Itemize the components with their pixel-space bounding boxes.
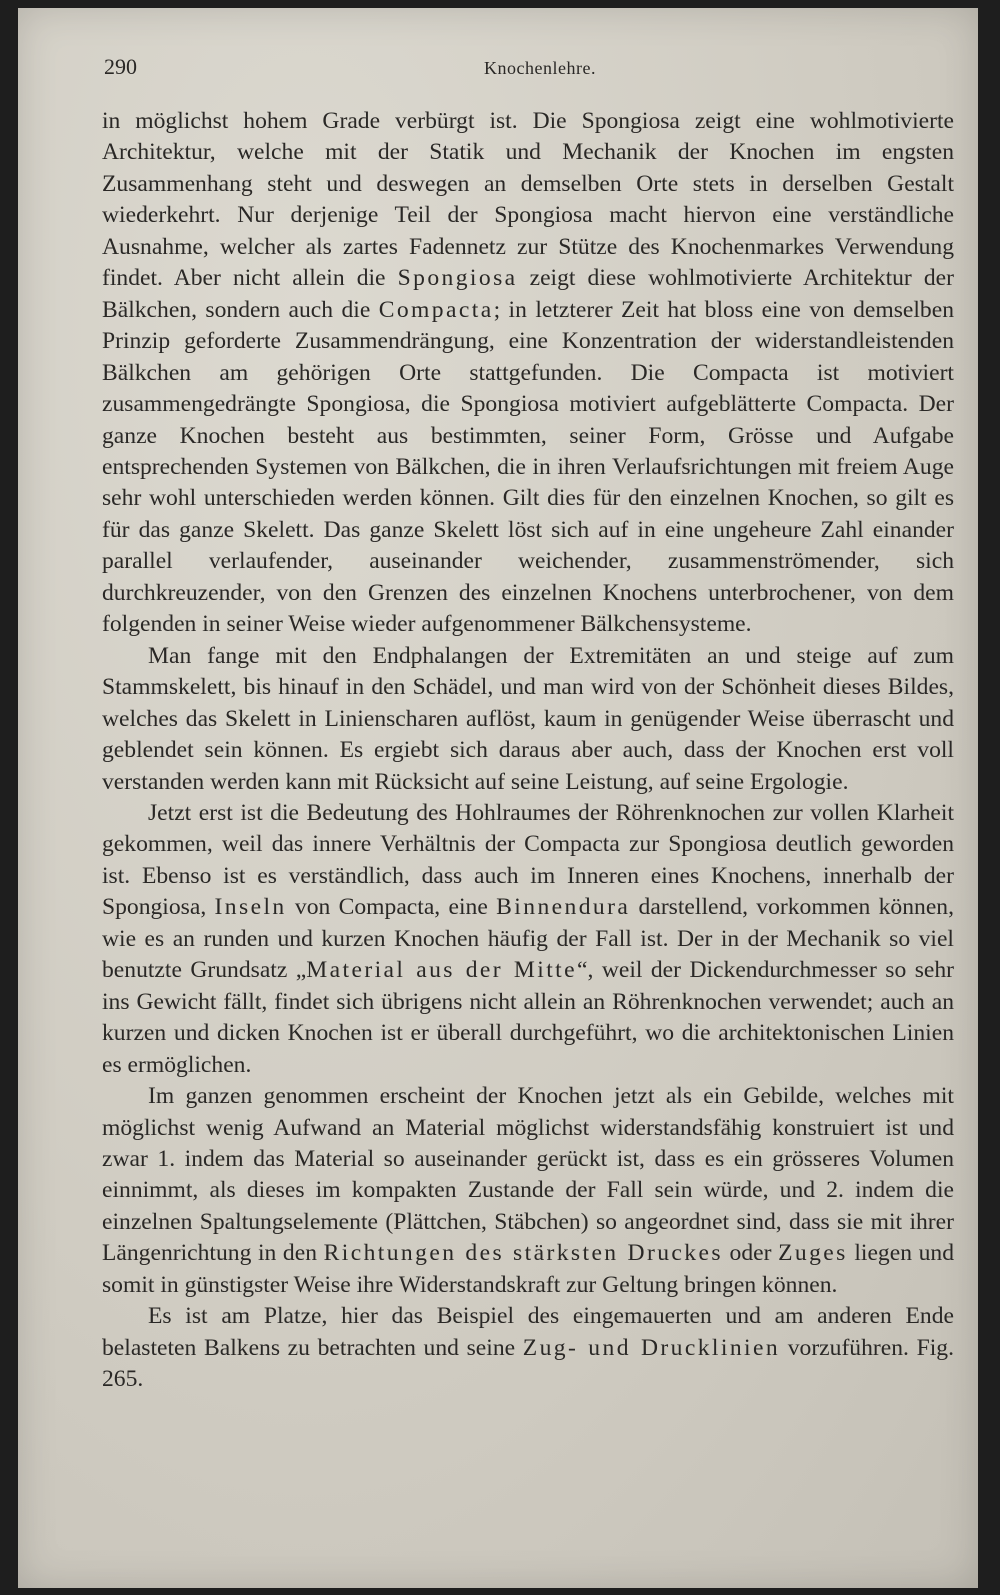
text-run: ; in letzterer Zeit hat bloss eine von demselben Prinzip geforderte Zusammendrängung, eine Konzentration der widerstandleistenden Bälkchen am gehörigen Orte stattgefunden. Die Compacta ist motiviert zusammengedrängte Spongiosa, die Spongiosa motiviert aufgeblätterte Compacta. Der ganze Knochen besteht aus bestimmten, seiner Form, Grösse und Aufgabe entsprechenden Systemen von Bälkchen, die in ihren Verlaufsrichtungen mit freiem Auge sehr wohl unterschieden werden können. Gilt dies für den einzelnen Knochen, so gilt es für das ganze Skelett. Das ganze Skelett löst sich auf in eine ungeheure Zahl einander parallel verlaufender, auseinander weichender, zusammenströmender, sich durchkreuzender, von den Grenzen des einzelnen Knochens unterbrochener, von dem folgenden in seiner Weise wieder aufgenommener Bälkchensysteme. (102, 296, 954, 638)
running-head: Knochenlehre. (484, 58, 596, 78)
text-run: Man fange mit den Endphalangen der Extremitäten an und steige auf zum Stammskelett, bis hinauf in den Schädel, und man wird von der Schönheit dieses Bildes, welches das Skelett in Linienscharen auflöst, kaum in genügender Weise überrascht und geblendet sein können. Es ergiebt sich daraus aber auch, dass der Knochen erst voll verstanden werden kann mit Rücksicht auf seine Leistung, auf seine Ergologie. (102, 642, 954, 795)
emphasis-spaced: Spongiosa (397, 265, 518, 292)
book-page (18, 8, 978, 1588)
paragraph (102, 106, 954, 641)
paragraph (102, 1301, 954, 1395)
emphasis-spaced: Compacta (378, 296, 494, 323)
text-run: Es ist am Platze, hier das Beispiel des eingemauerten und am anderen Ende belasteten Balkens zu betrachten und seine (102, 1303, 954, 1361)
paragraph (102, 1081, 954, 1301)
text-run: vorzuführen. Fig. 265. (102, 1334, 954, 1393)
text-run: oder (722, 1240, 779, 1267)
text-run: darstellend, vorkommen können, wie es an runden und kurzen Knochen häufig der Fall ist. Der in der Mechanik so viel benutzte Grundsatz „ (102, 894, 954, 984)
text-run: Jetzt erst ist die Bedeutung des Hohlraumes der Röhrenknochen zur vollen Klarheit gekommen, weil das innere Verhältnis der Compacta zur Spongiosa deutlich geworden ist. Ebenso ist es verständlich, dass auch im Inneren eines Knochens, innerhalb der Spongiosa, (102, 799, 954, 921)
emphasis-spaced: Zug- und Drucklinien (522, 1334, 781, 1361)
emphasis-spaced: Richtungen des stärksten Druckes (323, 1240, 723, 1267)
text-run: liegen und somit in günstigster Weise ihre Widerstandskraft zur Geltung bringen können. (102, 1240, 954, 1298)
body-text (102, 106, 954, 1396)
emphasis-spaced: Material aus der Mitte (306, 957, 577, 984)
page-header (104, 54, 954, 88)
emphasis-spaced: Inseln (214, 894, 287, 921)
page-number: 290 (104, 54, 137, 79)
text-run: in möglichst hohem Grade verbürgt ist. Die Spongiosa zeigt eine wohlmotivierte Architektur, welche mit der Statik und Mechanik der Knochen im engsten Zusammenhang steht und deswegen an demselben Orte stets in derselben Gestalt wiederkehrt. Nur derjenige Teil der Spongiosa macht hiervon eine verständliche Ausnahme, welcher als zartes Fadennetz zur Stütze des Knochenmarkes Verwendung findet. Aber nicht allein die (102, 108, 954, 292)
emphasis-spaced: Zuges (778, 1240, 848, 1267)
text-run: von Compacta, eine (286, 894, 497, 921)
text-run: zeigt diese wohlmotivierte Architektur der Bälkchen, sondern auch die (102, 265, 954, 323)
text-run: “, weil der Dickendurchmesser so sehr ins Gewicht fällt, findet sich übrigens nicht allein an Röhrenknochen verwendet; auch an kurzen und dicken Knochen ist er überall durchgeführt, wo die architektonischen Linien es ermöglichen. (102, 957, 954, 1078)
paragraph (102, 798, 954, 1081)
emphasis-spaced: Binnendura (496, 894, 631, 921)
paragraph (102, 641, 954, 798)
text-run: Im ganzen genommen erscheint der Knochen jetzt als ein Gebilde, welches mit möglichst wenig Aufwand an Material möglichst widerstandsfähig konstruiert ist und zwar 1. indem das Material so auseinander gerückt ist, dass es ein grösseres Volumen einnimmt, als dieses im kompakten Zustande der Fall sein würde, und 2. indem die einzelnen Spaltungselemente (Plättchen, Stäbchen) so angeordnet sind, dass sie mit ihrer Längenrichtung in den (102, 1083, 954, 1267)
